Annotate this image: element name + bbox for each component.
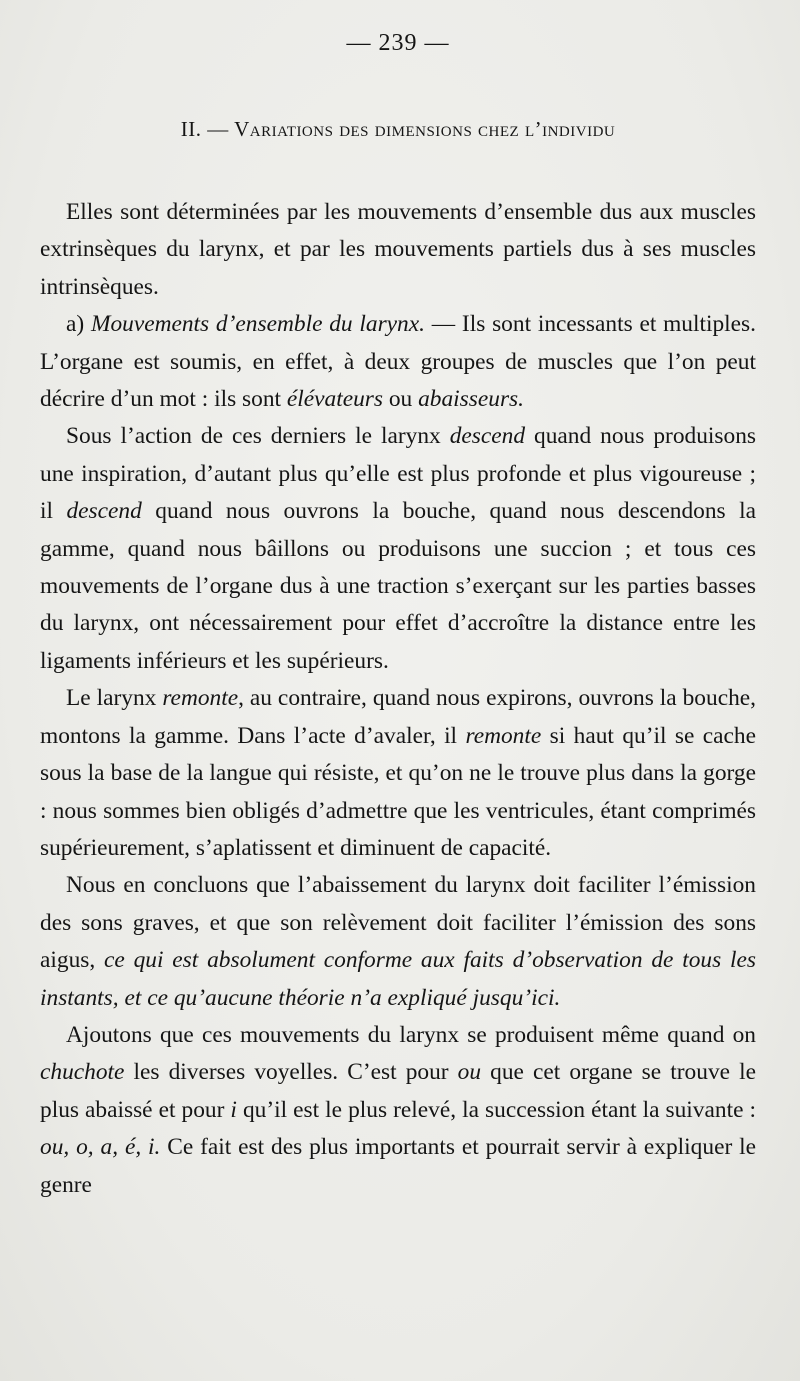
text-run: a) (66, 311, 91, 338)
text-run: Ce fait est des plus importants et pourrait servir à expliquer le genre (40, 1134, 756, 1198)
paragraph (40, 680, 756, 867)
body-text (40, 194, 756, 1204)
italic-text: Mouvements d’ensemble du larynx. (90, 311, 425, 338)
italic-text: abaisseurs. (418, 386, 524, 413)
text-run: que cet organe se trouve le plus abaissé et pour (40, 1059, 756, 1123)
text-run: les diverses voyelles. C’est pour (124, 1059, 458, 1086)
italic-text: ce qui est absolument conforme aux faits d’observation de tous les instants, et ce qu’aucune théorie n’a expliqué jusqu’ici. (40, 947, 756, 1011)
italic-text: ou (457, 1059, 482, 1086)
page-number: — 239 — (346, 30, 450, 56)
italic-text: chuchote (40, 1059, 125, 1086)
italic-text: descend (449, 423, 526, 450)
italic-text: descend (66, 498, 142, 525)
italic-text: remonte (465, 722, 542, 749)
text-run: qu’il est le plus relevé, la succession étant la suivante : (236, 1096, 756, 1123)
italic-text: élévateurs (286, 386, 383, 413)
italic-text: i (230, 1096, 237, 1123)
paragraph (40, 1017, 756, 1204)
text-run: Nous en concluons que l’abaissement du larynx doit faciliter l’émission des sons graves, et que son relèvement doit faciliter l’émission des sons aigus, (40, 872, 756, 974)
text-run: Elles sont déterminées par les mouvements d’ensemble dus aux muscles extrinsèques du larynx, et par les mouvements partiels dus à ses muscles intrinsèques. (40, 199, 756, 300)
paragraph (40, 867, 756, 1017)
text-run: Ajoutons que ces mouvements du larynx se produisent même quand on (66, 1021, 756, 1048)
italic-text: remonte (162, 685, 239, 712)
text-run: , au contraire, quand nous expirons, ouvrons la bouche, montons la gamme. Dans l’acte d’avaler, il (40, 685, 756, 749)
paragraph (40, 194, 756, 306)
italic-text: ou, o, a, é, i. (40, 1134, 161, 1161)
text-run: — Ils sont incessants et multiples. L’organe est soumis, en effet, à deux groupes de muscles que l’on peut décrire d’un mot : ils sont (40, 311, 756, 413)
section-heading: II. — Variations des dimensions chez l’individu (180, 117, 616, 141)
text-run: ou (382, 386, 419, 413)
text-run: quand nous ouvrons la bouche, quand nous descendons la gamme, quand nous bâillons ou produisons une succion ; et tous ces mouvements de l’organe dus à une traction s’exerçant sur les parties basses du larynx, ont nécessairement pour effet d’accroître la distance entre les ligaments inférieurs et les supérieurs. (40, 498, 756, 674)
text-run: Sous l’action de ces derniers le larynx (66, 423, 450, 450)
text-run: Le larynx (66, 685, 163, 712)
paragraph (40, 418, 756, 680)
paragraph (40, 306, 756, 418)
text-run: si haut qu’il se cache sous la base de la langue qui résiste, et qu’on ne le trouve plus dans la gorge : nous sommes bien obligés d’admettre que les ventricules, étant comprimés supérieurement, s’aplatissent et diminuent de capacité. (40, 722, 756, 861)
text-run: quand nous produisons une inspiration, d’autant plus qu’elle est plus profonde et plus vigoureuse ; il (40, 423, 756, 525)
